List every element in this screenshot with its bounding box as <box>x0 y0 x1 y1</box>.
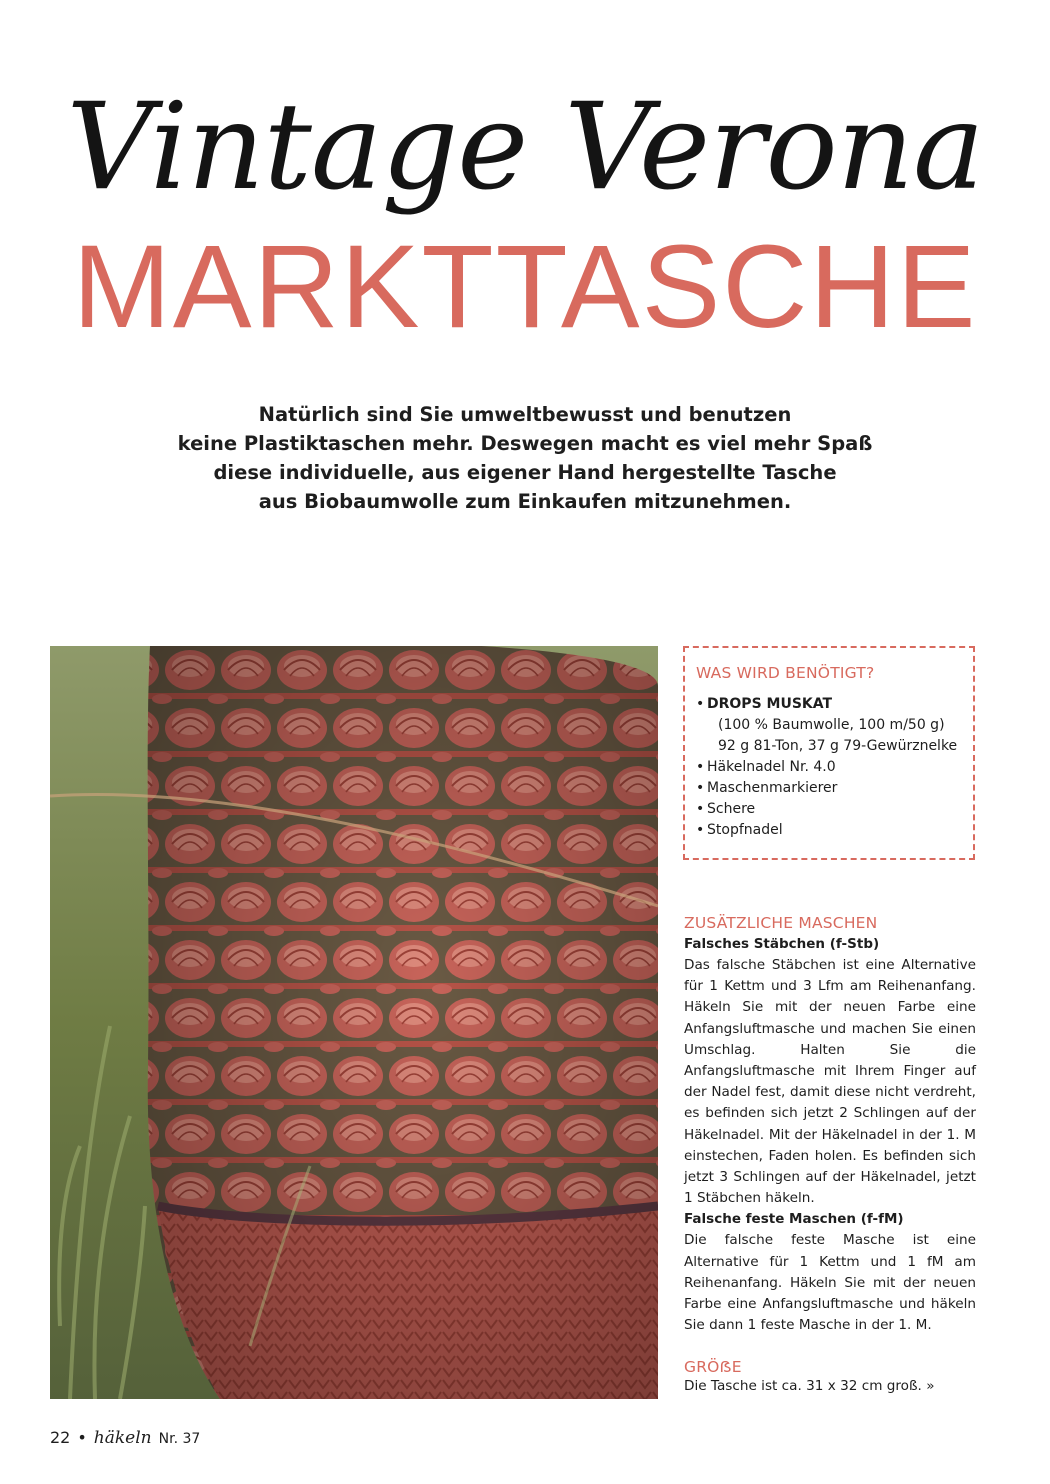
stitch-description: Das falsche Stäbchen ist eine Alternative für 1 Kettm und 3 Lfm am Reihenanfang. Häkeln Sie mit der neuen Farbe eine Anfangsluftmasche und machen Sie einen Umschlag. Halten Sie die Anfangsluftmasche mit Ihrem Finger auf der Nadel fest, damit diese nicht verdreht, es befinden sich jetzt 2 Schlingen auf der Häkelnadel. Mit der Häkelnadel in der 1. M einstechen, Faden holen. Es befinden sich jetzt 3 Schlingen auf der Häkelnadel, jetzt 1 Stäbchen häkeln. <box>684 957 976 1207</box>
stitch-description: Die falsche feste Masche ist eine Alternative für 1 Kettm und 1 fM am Reihenanfang. Häkeln Sie mit der neuen Farbe eine Anfangsluftmasche und häkeln Sie dann 1 feste Masche in der 1. M. <box>684 1232 976 1334</box>
magazine-name: häkeln <box>93 1428 152 1448</box>
issue-number: Nr. 37 <box>158 1431 201 1447</box>
materials-box <box>683 646 975 860</box>
list-item: • Häkelnadel Nr. 4.0 <box>696 757 973 778</box>
page-footer <box>50 1428 200 1452</box>
footer-separator: • <box>77 1428 87 1447</box>
intro-line: Natürlich sind Sie umweltbewusst und benutzen <box>258 403 792 426</box>
extra-stitches-section <box>684 914 976 1336</box>
script-title: Vintage Verona <box>66 78 984 217</box>
materials-list <box>696 694 973 841</box>
list-item: • Schere <box>696 799 973 820</box>
size-heading: GRÖẞE <box>684 1358 742 1376</box>
intro-line: aus Biobaumwolle zum Einkaufen mitzunehmen. <box>258 490 792 513</box>
intro-line: diese individuelle, aus eigener Hand hergestellte Tasche <box>213 461 837 484</box>
page-number: 22 <box>50 1428 71 1447</box>
list-item: • DROPS MUSKAT <box>696 694 973 715</box>
list-item: 92 g 81-Ton, 37 g 79-Gewürznelke <box>718 738 958 754</box>
size-section <box>684 1358 976 1397</box>
size-text: Die Tasche ist ca. 31 x 32 cm groß. » <box>684 1378 935 1394</box>
crochet-bag-illustration <box>50 646 658 1399</box>
page-title: MARKTTASCHE <box>72 221 978 353</box>
list-item: • Stopfnadel <box>696 820 973 841</box>
materials-heading: WAS WIRD BENÖTIGT? <box>696 664 875 682</box>
list-item: (100 % Baumwolle, 100 m/50 g) <box>718 717 945 733</box>
extra-stitches-heading: ZUSÄTZLICHE MASCHEN <box>684 914 878 932</box>
crochet-bag-photo <box>50 646 658 1399</box>
intro-line: keine Plastiktaschen mehr. Deswegen macht es viel mehr Spaß <box>177 432 873 455</box>
intro-text <box>120 400 930 516</box>
stitch-title: Falsche feste Maschen (f-fM) <box>684 1211 904 1228</box>
stitch-title: Falsches Stäbchen (f-Stb) <box>684 936 880 952</box>
list-item: • Maschenmarkierer <box>696 778 973 799</box>
